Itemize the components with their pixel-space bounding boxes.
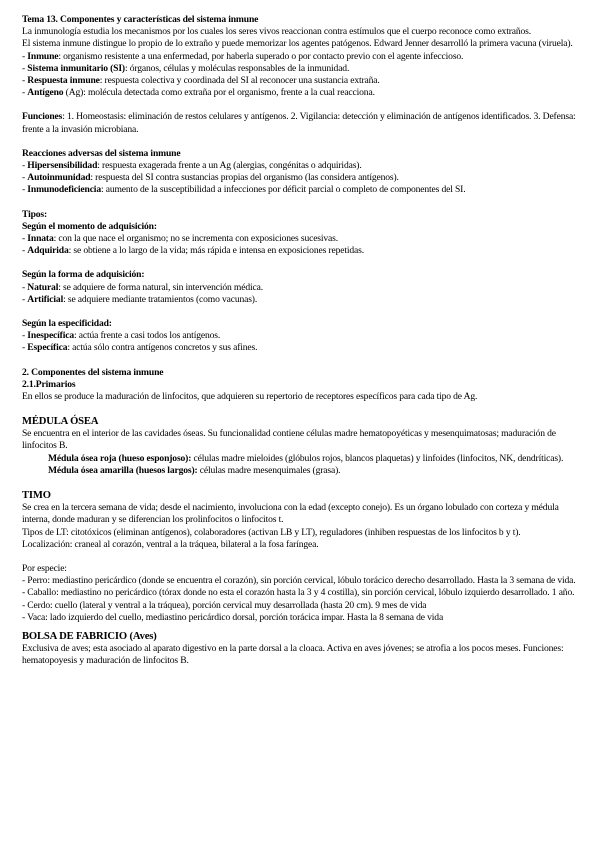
types-subheading: Según la forma de adquisición: bbox=[22, 269, 145, 281]
definition-item: - Sistema inmunitario (SI): órganos, células y moléculas responsables de la inmunidad. bbox=[22, 62, 350, 74]
types-heading: Tipos: bbox=[22, 208, 48, 220]
types-text: : actúa frente a casi todos los antígenos. bbox=[74, 330, 221, 342]
page-title: Tema 13. Componentes y características del sistema inmune bbox=[22, 14, 259, 25]
definition-term: Sistema inmunitario (SI) bbox=[27, 62, 125, 74]
medula-roja-term: Médula ósea roja (hueso esponjoso): bbox=[48, 452, 192, 464]
adverse-heading: Reacciones adversas del sistema inmune bbox=[22, 147, 181, 159]
definition-item: - Respuesta inmune: respuesta colectiva y coordinada del SI al reconocer una sustancia extraña. bbox=[22, 75, 380, 87]
types-term: Específica bbox=[27, 342, 68, 354]
definition-term: Respuesta inmune bbox=[27, 75, 100, 87]
bolsa-text: Exclusiva de aves; esta asociado al aparato digestivo en la parte dorsal a la cloaca. Activa en aves jóvenes; se atrofia a los pocos meses. Funciones: hematopoyesis y maduración de linfocitos B. bbox=[22, 642, 564, 667]
medula-heading: MÉDULA ÓSEA bbox=[22, 416, 99, 428]
definition-item: - Inmune: organismo resistente a una enfermedad, por haberla superado o por contacto previo con el agente infeccioso. bbox=[22, 50, 464, 62]
adverse-text: : respuesta exagerada frente a un Ag (alergias, congénitas o adquiridas). bbox=[97, 160, 362, 172]
adverse-term: Inmunodeficiencia bbox=[27, 184, 101, 196]
timo-heading: TIMO bbox=[22, 490, 51, 502]
types-item: - Natural: se adquiere de forma natural, sin intervención médica. bbox=[22, 281, 263, 293]
medula-roja bbox=[22, 453, 586, 465]
medula-amarilla-term: Médula ósea amarilla (huesos largos): bbox=[48, 464, 198, 476]
timo-text: Se crea en la tercera semana de vida; desde el nacimiento, involuciona con la edad (excepto conejo). Es un órgano lobulado con corteza y médula interna, donde maduran y se diferencian los prolinfocitos o linfocitos t. bbox=[22, 502, 559, 526]
medula-amarilla bbox=[22, 465, 586, 477]
adverse-text: : aumento de la susceptibilidad a infecciones por déficit parcial o completo de componentes del SI. bbox=[100, 184, 466, 196]
definition-text: (Ag): molécula detectada como extraña por el organismo, frente a la cual reacciona. bbox=[63, 87, 375, 99]
types-item: - Artificial: se adquiere mediante tratamientos (como vacunas). bbox=[22, 293, 258, 305]
adverse-term: Autoinmunidad bbox=[27, 172, 91, 184]
components-subheading: 2.1.Primarios bbox=[22, 378, 76, 390]
timo-tipos: Tipos de LT: citotóxicos (eliminan antígenos), colaboradores (activan LB y LT), reguladores (inhiben respuestas de los linfocitos b y t). bbox=[22, 526, 521, 538]
types-text: : se adquiere de forma natural, sin intervención médica. bbox=[58, 281, 263, 293]
types-term: Natural bbox=[27, 281, 59, 293]
adverse-item: - Inmunodeficiencia: aumento de la susceptibilidad a infecciones por déficit parcial o completo de componentes del SI. bbox=[22, 184, 466, 196]
timo-especie-item: - Cerdo: cuello (lateral y ventral a la tráquea), porción cervical muy desarrollada (hasta 20 cm). 9 mes de vida bbox=[22, 599, 427, 611]
types-term: Innata bbox=[27, 233, 54, 245]
timo-especie-label: Por especie: bbox=[22, 562, 67, 574]
intro-paragraph: La inmunología estudia los mecanismos por los cuales los seres vivos reaccionan contra estímulos que el cuerpo reconoce como extraños. bbox=[22, 26, 531, 38]
intro-paragraph: El sistema inmune distingue lo propio de lo extraño y puede memorizar los agentes patógenos. Edward Jenner desarrolló la primera vacuna (viruela). bbox=[22, 38, 573, 50]
medula-amarilla-text: células madre mesenquimales (grasa). bbox=[197, 464, 341, 476]
types-term: Artificial bbox=[27, 293, 64, 305]
types-text: : se adquiere mediante tratamientos (como vacunas). bbox=[63, 293, 258, 305]
definition-text: : órganos, células y moléculas responsables de la inmunidad. bbox=[124, 62, 350, 74]
types-item: - Específica: actúa sólo contra antígenos concretos y sus afines. bbox=[22, 342, 258, 354]
types-term: Inespecífica bbox=[27, 330, 74, 342]
bolsa-heading: BOLSA DE FABRICIO (Aves) bbox=[22, 630, 157, 642]
types-item: - Adquirida: se obtiene a lo largo de la vida; más rápida e intensa en exposiciones repetidas. bbox=[22, 245, 364, 257]
components-heading: 2. Componentes del sistema inmune bbox=[22, 366, 164, 378]
types-item: - Innata: con la que nace el organismo; no se incrementa con exposiciones sucesivas. bbox=[22, 233, 338, 245]
types-subheading: Según la especificidad: bbox=[22, 318, 112, 330]
components-text: En ellos se produce la maduración de linfocitos, que adquieren su repertorio de receptores específicos para cada tipo de Ag. bbox=[22, 391, 478, 403]
types-item: - Inespecífica: actúa frente a casi todos los antígenos. bbox=[22, 330, 221, 342]
definition-item: - Antígeno (Ag): molécula detectada como extraña por el organismo, frente a la cual reacciona. bbox=[22, 87, 375, 99]
types-text: : con la que nace el organismo; no se incrementa con exposiciones sucesivas. bbox=[53, 233, 338, 245]
definition-term: Inmune bbox=[27, 50, 59, 62]
definition-term: Antígeno bbox=[27, 87, 64, 99]
adverse-item: - Autoinmunidad: respuesta del SI contra sustancias propias del organismo (las considera antígenos). bbox=[22, 172, 399, 184]
adverse-item: - Hipersensibilidad: respuesta exagerada frente a un Ag (alergias, congénitas o adquiridas). bbox=[22, 160, 362, 172]
definition-text: : organismo resistente a una enfermedad, por haberla superado o por contacto previo con el agente infeccioso. bbox=[58, 50, 464, 62]
medula-roja-text: células madre mieloides (glóbulos rojos, blancos plaquetas) y linfoides (linfocitos, NK, dendríticas). bbox=[191, 452, 564, 464]
timo-especie-item: - Vaca: lado izquierdo del cuello, mediastino pericárdico dorsal, porción torácica impar. Hasta la 8 semana de vida bbox=[22, 611, 444, 623]
adverse-term: Hipersensibilidad bbox=[27, 160, 98, 172]
functions-paragraph bbox=[22, 111, 586, 135]
timo-especie-item: - Perro: mediastino pericárdico (donde se encuentra el corazón), sin porción cervical, lóbulo torácico derecho desarrollado. Hasta la 3 semana de vida. bbox=[22, 575, 576, 587]
types-text: : se obtiene a lo largo de la vida; más rápida e intensa en exposiciones repetidas. bbox=[68, 245, 364, 257]
types-subheading: Según el momento de adquisición: bbox=[22, 220, 157, 232]
functions-label: Funciones bbox=[22, 111, 63, 123]
functions-text: : 1. Homeostasis: eliminación de restos celulares y antígenos. 2. Vigilancia: detección y eliminación de antígenos identificados. 3. Defensa: frente a la invasión microbiana. bbox=[22, 111, 576, 135]
definition-text: : respuesta colectiva y coordinada del SI al reconocer una sustancia extraña. bbox=[99, 75, 380, 87]
types-term: Adquirida bbox=[27, 245, 69, 257]
timo-localizacion: Localización: craneal al corazón, ventral a la tráquea, bilateral a la fosa faríngea. bbox=[22, 538, 319, 550]
timo-especie-item: - Caballo: mediastino no pericárdico (tórax donde no esta el corazón hasta la 3 y 4 costilla), sin porción cervical, lóbulo izquierdo desarrollado. 1 año. bbox=[22, 587, 575, 599]
types-text: : actúa sólo contra antígenos concretos y sus afines. bbox=[67, 342, 258, 354]
adverse-text: : respuesta del SI contra sustancias propias del organismo (las considera antígenos). bbox=[90, 172, 399, 184]
medula-text: Se encuentra en el interior de las cavidades óseas. Su funcionalidad contiene células madre hematopoyéticas y mesenquimatosas; maduración de linfocitos B. bbox=[22, 428, 556, 452]
